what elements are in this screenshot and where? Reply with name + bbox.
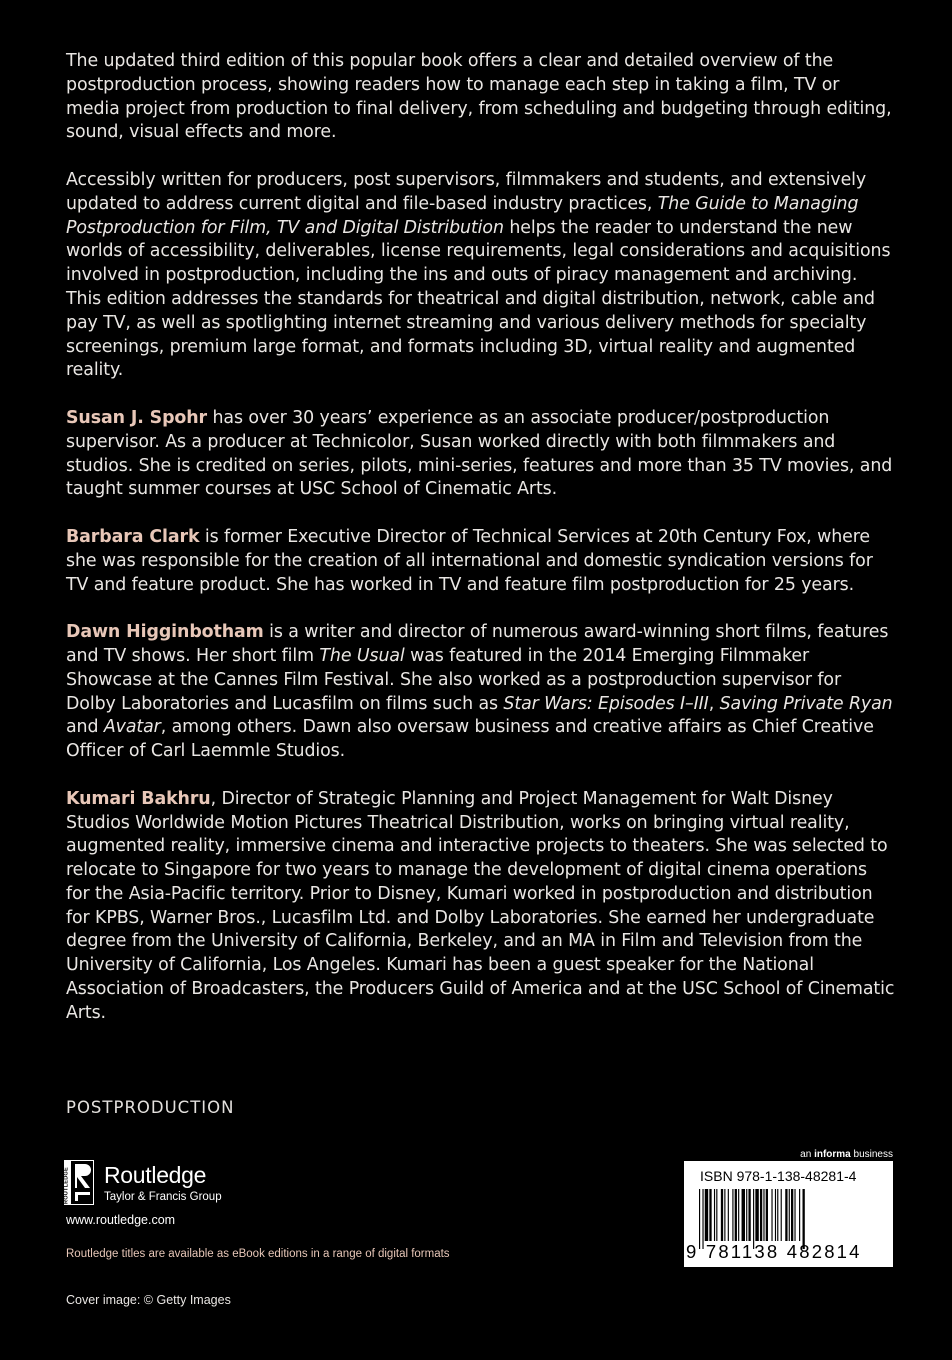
- barcode-bar: [771, 1189, 772, 1241]
- author-bio-text: is a writer and director of numerous award-winning short films, features and TV shows. Her short film: [66, 622, 889, 666]
- informa-suffix: business: [850, 1149, 893, 1160]
- barcode-bar: [709, 1189, 711, 1241]
- barcode-bar: [705, 1189, 708, 1241]
- barcode-bar: [732, 1189, 733, 1241]
- barcode-bar: [755, 1189, 758, 1241]
- publisher-website: www.routledge.com: [66, 1213, 176, 1227]
- barcode-bar: [791, 1189, 793, 1241]
- author-bio-text: is former Executive Director of Technical Services at 20th Century Fox, where she was responsible for the creation of all international and domestic syndication versions for TV and feature product. She has worked in TV and feature film postproduction for 25 years.: [66, 526, 873, 595]
- barcode-bar: [738, 1189, 739, 1241]
- author-bio-text: ,: [708, 693, 720, 714]
- cover-image-credit: Cover image: © Getty Images: [66, 1293, 231, 1307]
- barcode-bar: [777, 1189, 778, 1241]
- publisher-subtitle: Taylor & Francis Group: [104, 1191, 222, 1203]
- barcode-bar: [775, 1189, 776, 1241]
- barcode-bar: [789, 1189, 790, 1241]
- barcode-bar: [742, 1189, 745, 1241]
- description-text: helps the reader to understand the new worlds of accessibility, deliverables, license requirements, legal considerations and acquisitions involved in postproduction, including the ins and outs of piracy management and archiving. This edition addresses the standards for theatrical and digital distribution, network, cable and pay TV, as well as spotlighting internet streaming and various delivery methods for specialty screenings, premium large format, and formats including 3D, virtual reality and augmented reality.: [66, 217, 891, 381]
- barcode-bar: [728, 1189, 729, 1241]
- subject-category: POSTPRODUCTION: [66, 1098, 235, 1117]
- author-bio-bakhru: [66, 788, 896, 1026]
- informa-tagline: [770, 1149, 893, 1160]
- barcode-bar: [803, 1189, 805, 1249]
- barcode-bar: [766, 1189, 768, 1241]
- film-title: Star Wars: Episodes I–III: [503, 693, 709, 714]
- barcode-bar: [781, 1189, 782, 1241]
- description-text: Accessibly written for producers, post supervisors, filmmakers and students, and extensively updated to address current digital and file-based industry practices,: [66, 169, 867, 214]
- author-name: Kumari Bakhru: [66, 788, 211, 809]
- author-bio-higginbotham: [66, 621, 896, 764]
- isbn-barcode: [684, 1161, 893, 1267]
- barcode-bar: [699, 1189, 700, 1249]
- barcode-bar: [794, 1189, 795, 1241]
- author-bio-text: has over 30 years’ experience as an associate producer/postproduction supervisor. As a producer at Technicolor, Susan worked directly with both filmmakers and studios. She is credited on series, pilots, mini-series, features and more than 35 TV movies, and taught summer courses at USC School of Cinematic Arts.: [66, 407, 893, 500]
- isbn-label: ISBN 978-1-138-48281-4: [700, 1168, 857, 1184]
- barcode-bar: [763, 1189, 764, 1241]
- book-title: The Guide to Managing Postproduction for Film, TV and Digital Distribution: [66, 193, 859, 238]
- publisher-name: Routledge: [104, 1162, 207, 1188]
- author-bio-clark: [66, 526, 896, 597]
- description-paragraph: [66, 169, 896, 383]
- author-bio-text: , Director of Strategic Planning and Project Management for Walt Disney Studios Worldwide Motion Pictures Theatrical Distribution, works on bringing virtual reality, augmented reality, immersive cinema and interactive projects to theaters. She was selected to relocate to Singapore for two years to manage the development of digital cinema operations for the Asia-Pacific territory. Prior to Disney, Kumari worked in postproduction and distribution for KPBS, Warner Bros., Lucasfilm Ltd. and Dolby Laboratories. She earned her undergraduate degree from the University of California, Berkeley, and an MA in Film and Television from the University of California, Los Angeles. Kumari has been a guest speaker for the National Association of Broadcasters, the Producers Guild of America and at the USC School of Cinematic Arts.: [66, 788, 895, 1023]
- barcode-bar: [724, 1189, 725, 1241]
- author-name: Dawn Higginbotham: [66, 622, 264, 643]
- barcode-bar: [760, 1189, 762, 1241]
- barcode-bar: [799, 1189, 800, 1241]
- barcode-bar: [753, 1189, 754, 1249]
- barcode-bar: [785, 1189, 787, 1241]
- author-bio-spohr: [66, 407, 896, 502]
- film-title: Saving Private Ryan: [719, 693, 893, 714]
- barcode-bar: [714, 1189, 715, 1241]
- back-cover-blurb: [66, 50, 896, 1049]
- barcode-bar: [748, 1189, 750, 1241]
- film-title: The Usual: [319, 645, 405, 666]
- author-bio-text: was featured in the 2014 Emerging Filmmaker Showcase at the Cannes Film Festival. She also worked as a postproduction supervisor for Dolby Laboratories and Lucasfilm on films such as: [66, 645, 842, 714]
- barcode-bar: [746, 1189, 747, 1241]
- author-bio-text: , among others. Dawn also oversaw business and creative affairs as Chief Creative Officer of Carl Laemmle Studios.: [66, 717, 874, 762]
- barcode-bar: [716, 1189, 717, 1241]
- logo-vertical-text: ROUTLEDGE: [64, 1167, 70, 1204]
- author-name: Barbara Clark: [66, 526, 200, 547]
- routledge-logo-icon: [64, 1160, 94, 1205]
- ebook-note: Routledge titles are available as eBook editions in a range of digital formats: [66, 1248, 450, 1260]
- description-paragraph: The updated third edition of this popular book offers a clear and detailed overview of the postproduction process, showing readers how to manage each step in taking a film, TV or media project from production to final delivery, from scheduling and budgeting through editing, sound, visual effects and more.: [66, 51, 892, 143]
- barcode-bar: [702, 1189, 703, 1249]
- barcode-bar: [721, 1189, 723, 1241]
- informa-brand: informa: [814, 1149, 851, 1160]
- barcode-digits: 9 781138 482814: [686, 1241, 862, 1262]
- barcode-bar: [735, 1189, 737, 1241]
- informa-prefix: an: [800, 1149, 815, 1160]
- author-name: Susan J. Spohr: [66, 407, 208, 428]
- film-title: Avatar: [103, 717, 161, 738]
- author-bio-text: and: [66, 717, 104, 738]
- barcode-bars: [699, 1189, 879, 1249]
